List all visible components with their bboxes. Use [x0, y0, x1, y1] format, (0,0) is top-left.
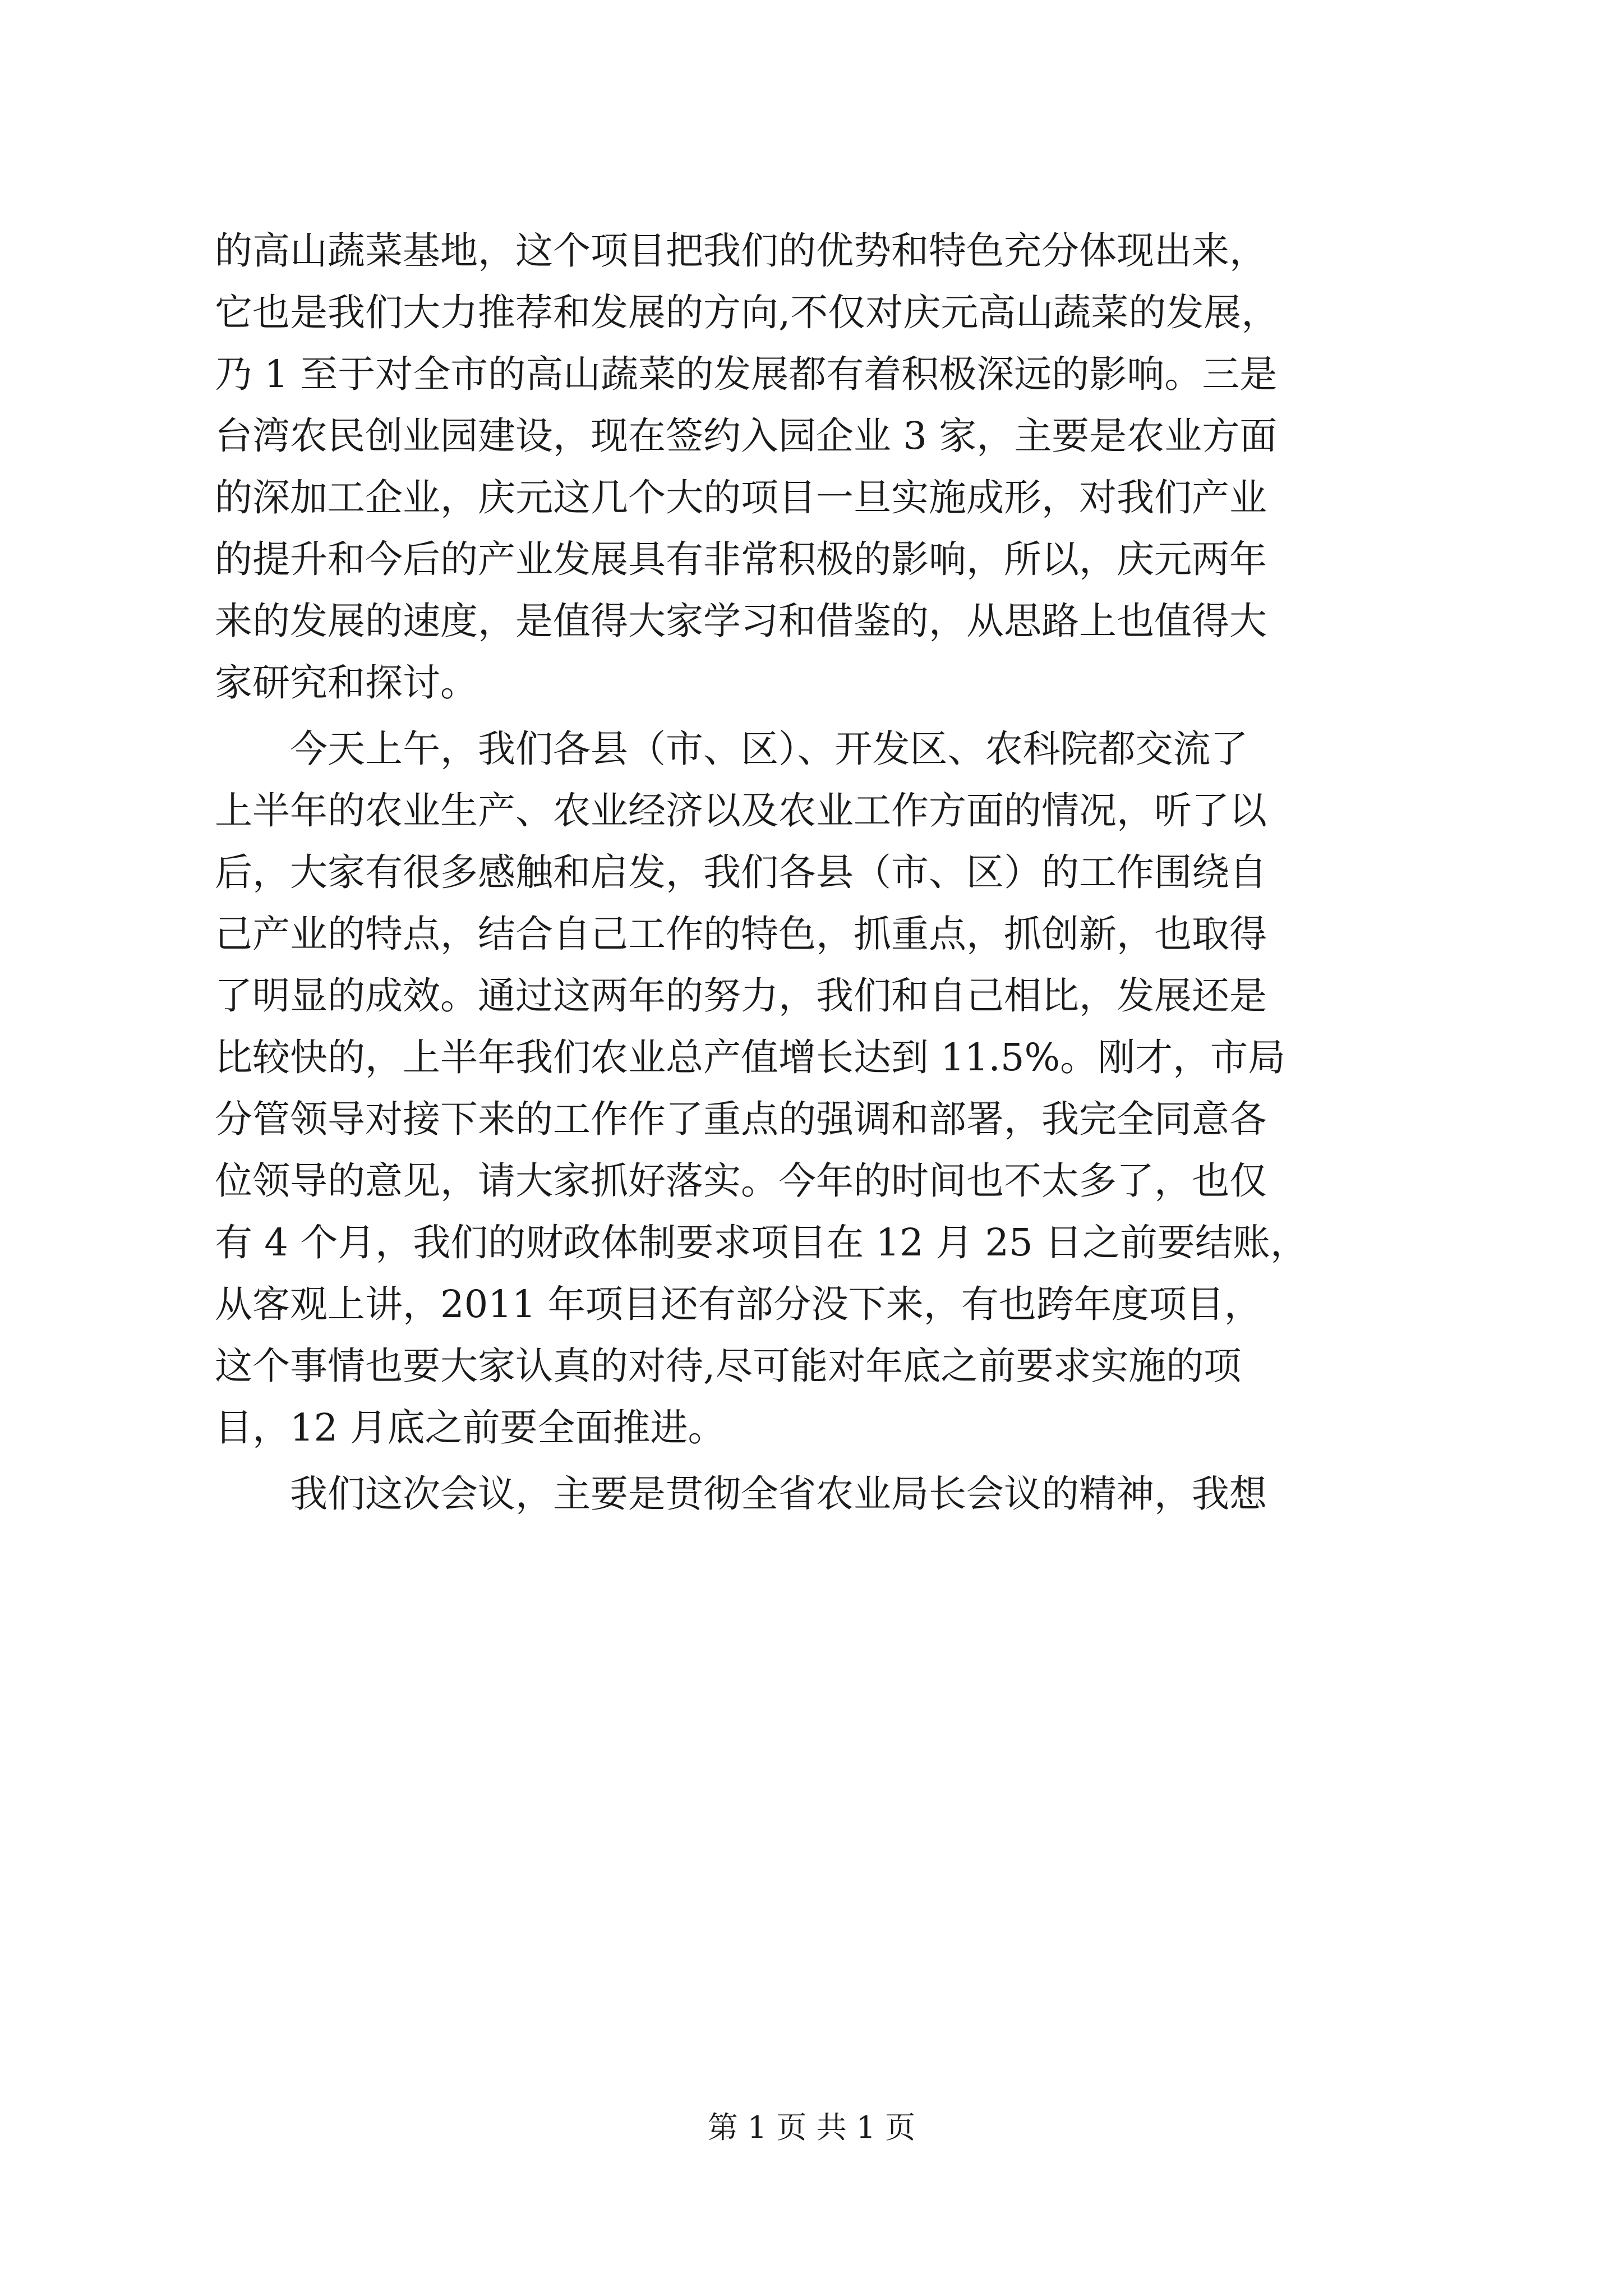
text-line: 来的发展的速度，是值得大家学习和借鉴的，从思路上也值得大	[215, 599, 1267, 643]
text-line: 的提升和今后的产业发展具有非常积极的影响，所以，庆元两年	[215, 537, 1267, 581]
text-line: 的高山蔬菜基地，这个项目把我们的优势和特色充分体现出来，	[215, 229, 1267, 273]
text-line: 目，12 月底之前要全面推进。	[215, 1406, 726, 1450]
text-line: 家研究和探讨。	[215, 661, 478, 705]
text-line: 从客观上讲，2011 年项目还有部分没下来，有也跨年度项目，	[215, 1282, 1262, 1326]
text-line: 位领导的意见，请大家抓好落实。今年的时间也不太多了，也仅	[215, 1159, 1267, 1203]
paragraph-start-line: 今天上午，我们各县（市、区）、开发区、农科院都交流了	[290, 727, 1248, 771]
paragraph-start-line: 我们这次会议，主要是贯彻全省农业局长会议的精神，我想	[290, 1472, 1267, 1516]
text-line: 它也是我们大力推荐和发展的方向,不仅对庆元高山蔬菜的发展，	[215, 291, 1279, 334]
text-line: 有 4 个月，我们的财政体制要求项目在 12 月 25 日之前要结账，	[215, 1221, 1308, 1264]
text-line: 台湾农民创业园建设，现在签约入园企业 3 家，主要是农业方面	[215, 414, 1278, 458]
text-line: 后，大家有很多感触和启发，我们各县（市、区）的工作围绕自	[215, 850, 1267, 894]
page-footer: 第 1 页 共 1 页	[707, 2110, 916, 2145]
text-line: 这个事情也要大家认真的对待,尽可能对年底之前要求实施的项	[215, 1344, 1242, 1388]
text-line: 己产业的特点，结合自己工作的特色，抓重点，抓创新，也取得	[215, 912, 1267, 956]
text-line: 比较快的，上半年我们农业总产值增长达到 11.5%。刚才，市局	[215, 1036, 1286, 1079]
text-line: 上半年的农业生产、农业经济以及农业工作方面的情况，听了以	[215, 789, 1267, 832]
text-line: 分管领导对接下来的工作作了重点的强调和部署，我完全同意各	[215, 1097, 1267, 1141]
text-line: 的深加工企业，庆元这几个大的项目一旦实施成形，对我们产业	[215, 476, 1267, 519]
text-line: 了明显的成效。通过这两年的努力，我们和自己相比，发展还是	[215, 974, 1267, 1018]
text-line: 乃 1 至于对全市的高山蔬菜的发展都有着积极深远的影响。三是	[215, 352, 1278, 396]
